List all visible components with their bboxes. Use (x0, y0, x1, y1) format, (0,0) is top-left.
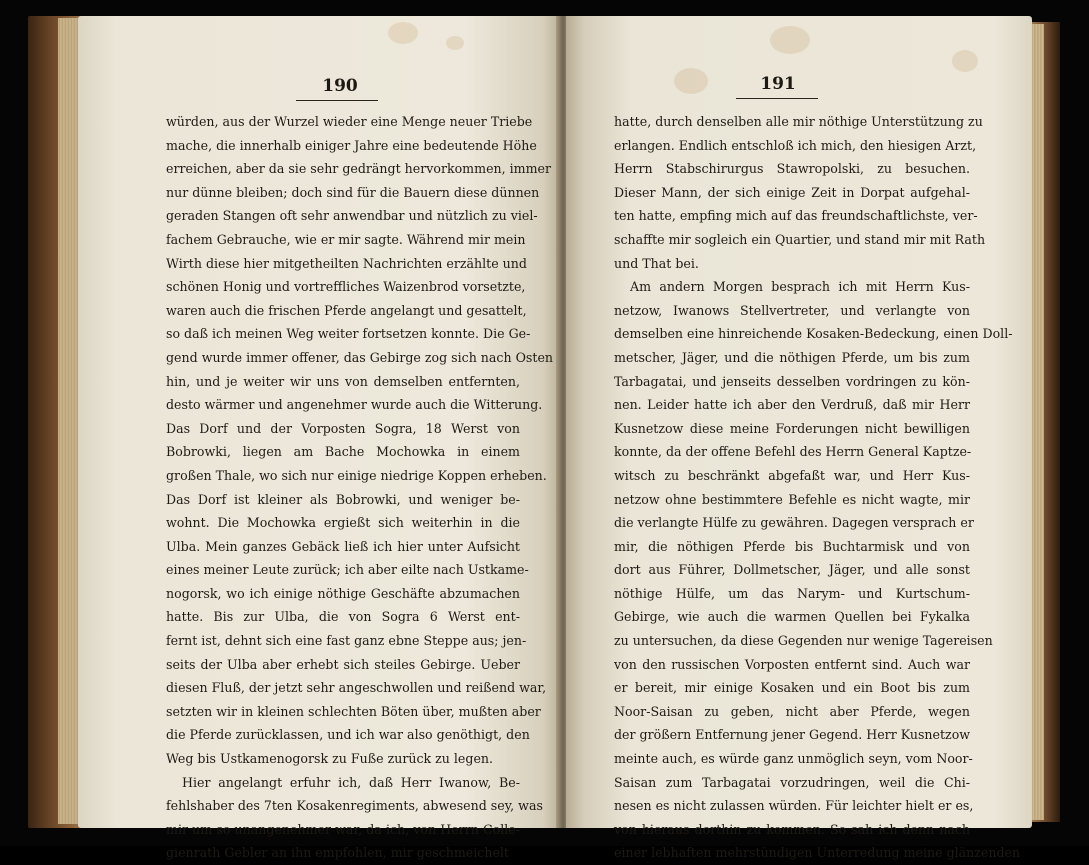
text-line: geraden Stangen oft sehr anwendbar und nützlich zu viel- (166, 208, 538, 224)
text-line: setzten wir in kleinen schlechten Böten über, mußten aber (166, 703, 541, 719)
text-line: Kusnetzow diese meine Forderungen nicht bewilligen (614, 420, 970, 436)
text-line: die Pferde zurücklassen, und ich war also genöthigt, den (166, 727, 530, 743)
text-line: großen Thale, wo sich nur einige niedrige Koppen erheben. (166, 467, 547, 483)
text-line: er bereit, mir einige Kosaken und ein Boot bis zum (614, 680, 970, 696)
text-line: ten hatte, empfing mich auf das freundschaftlichste, ver- (614, 208, 978, 224)
text-line: nogorsk, wo ich einige nöthige Geschäfte abzumachen (166, 585, 520, 601)
text-line: einer lebhaften mehrstündigen Unterredung meine glänzenden (614, 845, 1021, 861)
right-page (566, 16, 1032, 861)
text-line: diesen Fluß, der jetzt sehr angeschwollen und reißend war, (166, 680, 547, 696)
page-number-rule-left (296, 100, 378, 101)
text-line: von hieraus dorthin zu kommen. So sah ich denn nach (614, 821, 970, 837)
text-line: Bobrowki, liegen am Bache Mochowka in einem (166, 444, 520, 460)
text-line: und That bei. (614, 255, 699, 271)
text-line: Hier angelangt erfuhr ich, daß Herr Iwanow, Be- (182, 774, 520, 790)
text-line: gend wurde immer offener, das Gebirge zog sich nach Osten (166, 349, 554, 365)
text-line: netzow, Iwanows Stellvertreter, und verlangte von (614, 302, 970, 318)
text-line: Saisan zum Tarbagatai vorzudringen, weil die Chi- (614, 774, 970, 790)
text-line: meinte auch, es würde ganz unmöglich seyn, vom Noor- (614, 751, 973, 767)
text-line: erreichen, aber da sie sehr gedrängt hervorkommen, immer (166, 161, 552, 177)
text-line: netzow ohne bestimmtere Befehle es nicht wagte, mir (614, 491, 970, 507)
text-line: seits der Ulba aber erhebt sich steiles Gebirge. Ueber (166, 656, 520, 672)
text-line: fachem Gebrauche, wie er mir sagte. Während mir mein (166, 231, 526, 247)
text-line: waren auch die frischen Pferde angelangt und gesattelt, (166, 302, 527, 318)
text-line: schönen Honig und vortreffliches Waizenbrod vorsetzte, (166, 279, 526, 295)
text-line: der größern Entfernung jener Gegend. Herr Kusnetzow (614, 727, 971, 743)
text-line: Herrn Stabschirurgus Stawropolski, zu besuchen. (614, 161, 970, 177)
text-line: Das Dorf und der Vorposten Sogra, 18 Werst von (166, 420, 520, 436)
text-line: erlangen. Endlich entschloß ich mich, den hiesigen Arzt, (614, 137, 977, 153)
text-line: fehlshaber des 7ten Kosakenregiments, abwesend sey, was (166, 798, 543, 814)
text-line: zu untersuchen, da diese Gegenden nur wenige Tagereisen (614, 633, 993, 649)
text-line: nöthige Hülfe, um das Narym- und Kurtschum- (614, 585, 970, 601)
text-line: Weg bis Ustkamenogorsk zu Fuße zurück zu legen. (166, 751, 494, 767)
text-line: witsch zu beschränkt abgefaßt war, und Herr Kus- (614, 467, 970, 483)
text-line: Am andern Morgen besprach ich mit Herrn Kus- (630, 279, 970, 295)
text-line: Noor-Saisan zu geben, nicht aber Pferde, wegen (614, 703, 970, 719)
text-line: fernt ist, dehnt sich eine fast ganz ebne Steppe aus; jen- (166, 633, 527, 649)
text-line: wohnt. Die Mochowka ergießt sich weiterhin in die (166, 515, 520, 531)
text-line: metscher, Jäger, und die nöthigen Pferde, um bis zum (614, 349, 970, 365)
text-line: desto wärmer und angenehmer wurde auch die Witterung. (166, 397, 543, 413)
text-line: Wirth diese hier mitgetheilten Nachrichten erzählte und (166, 255, 527, 271)
page-number-left: 190 (322, 76, 358, 96)
text-line: dort aus Führer, Dollmetscher, Jäger, und alle sonst (614, 562, 970, 578)
paper-stain (674, 68, 708, 94)
text-line: eines meiner Leute zurück; ich aber eilte nach Ustkame- (166, 562, 529, 578)
text-line: Dieser Mann, der sich einige Zeit in Dorpat aufgehal- (614, 184, 970, 200)
text-line: gienrath Gebler an ihn empfohlen, mir geschmeichelt (166, 845, 509, 861)
text-line: nesen es nicht zulassen würden. Für leichter hielt er es, (614, 798, 974, 814)
text-line: würden, aus der Wurzel wieder eine Menge neuer Triebe (166, 114, 533, 129)
paper-stain (388, 22, 418, 44)
text-line: die verlangte Hülfe zu gewähren. Dagegen versprach er (614, 515, 974, 531)
text-line: nen. Leider hatte ich aber den Verdruß, daß mir Herr (614, 397, 970, 413)
left-page (78, 16, 562, 861)
text-line: Das Dorf ist kleiner als Bobrowki, und weniger be- (166, 491, 520, 507)
text-line: demselben eine hinreichende Kosaken-Bedeckung, einen Doll- (614, 326, 1013, 342)
paper-stain (770, 26, 810, 54)
text-line: schaffte mir sogleich ein Quartier, und stand mir mit Rath (614, 231, 986, 247)
text-line: von den russischen Vorposten entfernt sind. Auch war (614, 656, 970, 672)
left-page-text (166, 110, 554, 865)
right-page-edges (1030, 24, 1044, 820)
page-number-right: 191 (760, 74, 796, 94)
text-line: konnte, da der offene Befehl des Herrn General Kaptze- (614, 444, 972, 460)
paper-stain (952, 50, 978, 72)
text-line: so daß ich meinen Weg weiter fortsetzen konnte. Die Ge- (166, 326, 531, 342)
text-line: hatte, durch denselben alle mir nöthige Unterstützung zu (614, 114, 983, 129)
text-line: mache, die innerhalb einiger Jahre eine bedeutende Höhe (166, 137, 537, 153)
text-line: hatte. Bis zur Ulba, die von Sogra 6 Werst ent- (166, 609, 520, 625)
text-line: Gebirge, wie auch die warmen Quellen bei Fykalka (614, 609, 970, 625)
text-line: Tarbagatai, und jenseits desselben vordringen zu kön- (614, 373, 970, 389)
text-line: hin, und je weiter wir uns von demselben entfernten, (166, 373, 520, 389)
text-line: Ulba. Mein ganzes Gebäck ließ ich hier unter Aufsicht (166, 538, 520, 554)
right-page-text (614, 110, 1021, 865)
paper-stain (446, 36, 464, 50)
page-number-rule-right (736, 98, 818, 99)
text-line: mir um so unangenehmer war, da ich, von Herrn Colle- (166, 821, 520, 837)
left-page-edges (58, 18, 80, 824)
text-line: nur dünne bleiben; doch sind für die Bauern diese dünnen (166, 184, 540, 200)
text-line: mir, die nöthigen Pferde bis Buchtarmisk und von (614, 538, 970, 554)
